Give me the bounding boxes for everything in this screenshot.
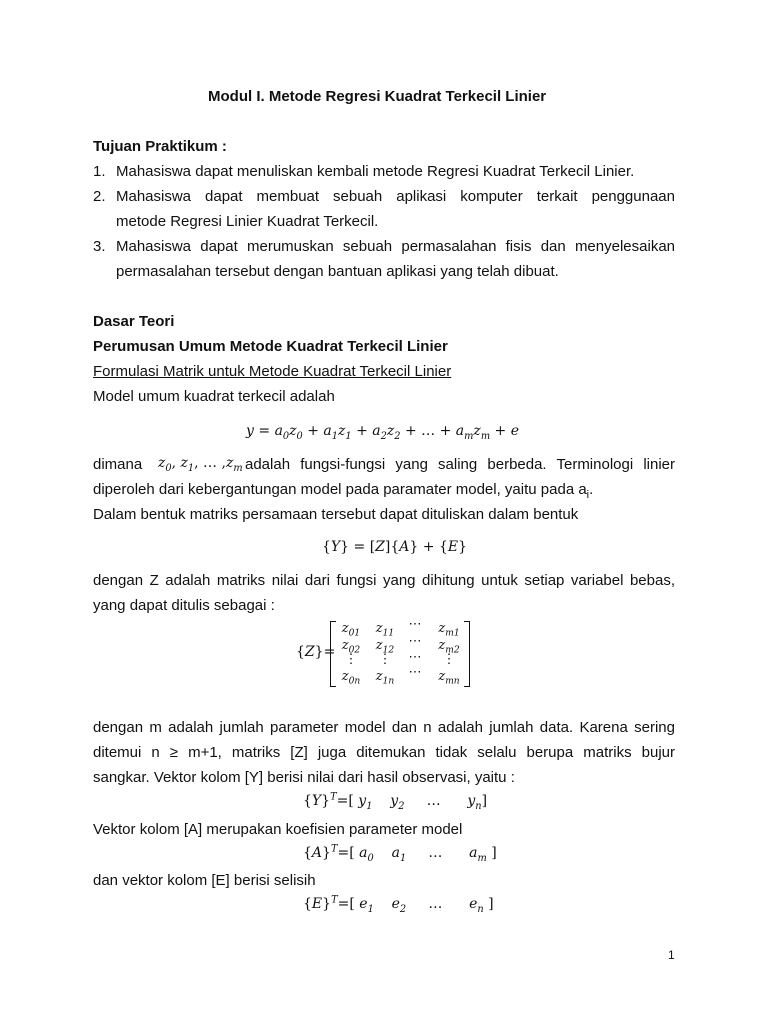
paragraph: ditemui n ≥ m+1, matriks [Z] juga ditemukan tidak selalu berupa matriks bujur	[93, 744, 675, 761]
matrix-cell: $z_{11}$	[375, 621, 395, 639]
theory-subheading: Perumusan Umum Metode Kuadrat Terkecil Linier	[93, 338, 448, 355]
page-number: 1	[668, 948, 675, 962]
matrix-cell: ⋮	[442, 652, 456, 667]
equation-a-vector: $\{A\}^T=$[ $a_0$ $a_1$ … $a_m$ ]	[303, 843, 497, 864]
paragraph: sangkar. Vektor kolom [Y] berisi nilai dari hasil observasi, yaitu :	[93, 769, 515, 786]
paragraph: Dalam bentuk matriks persamaan tersebut dapat dituliskan dalam bentuk	[93, 506, 579, 523]
section-title: Formulasi Matrik untuk Metode Kuadrat Terkecil Linier	[93, 363, 452, 380]
list-item: Mahasiswa dapat menuliskan kembali metode Regresi Kuadrat Terkecil Linier.	[116, 163, 635, 180]
paragraph: dan vektor kolom [E] berisi selisih	[93, 872, 316, 889]
paragraph: Vektor kolom [A] merupakan koefisien parameter model	[93, 821, 463, 838]
matrix-cell: $z_{0n}$	[341, 669, 361, 687]
list-item-number: 1.	[93, 163, 106, 180]
paragraph: dimana	[93, 456, 143, 473]
page-title: Modul I. Metode Regresi Kuadrat Terkecil Linier	[208, 88, 547, 105]
equation-e-vector: $\{E\}^T=$[ $e_1$ $e_2$ … $e_n$ ]	[303, 894, 494, 915]
theory-heading: Dasar Teori	[93, 313, 175, 330]
inline-math-z-functions: $z_0$, $z_1$, … $,z_m$	[158, 455, 243, 474]
paragraph: dengan m adalah jumlah parameter model dan n adalah jumlah data. Karena sering	[93, 719, 675, 736]
list-item: Mahasiswa dapat membuat sebuah aplikasi komputer terkait penggunaan	[116, 188, 675, 205]
paragraph: diperoleh dari kebergantungan model pada paramater model, yaitu pada $a_i$.	[93, 481, 594, 501]
matrix-cell: $z_{02}$	[341, 638, 361, 656]
matrix-cell: $z_{m1}$	[438, 621, 460, 639]
list-item-number: 3.	[93, 238, 106, 255]
paragraph: Model umum kuadrat terkecil adalah	[93, 388, 335, 405]
matrix-cell: ⋯	[408, 617, 422, 632]
matrix-cell: $z_{1n}$	[375, 669, 395, 687]
equation-y-vector: $\{Y\}^T=$[ $y_1$ $y_2$ … $y_n$]	[303, 791, 488, 812]
matrix-label: {Z}=	[296, 644, 336, 660]
equation-general-model: $y = a_0z_0 + a_1z_1 + a_2z_2$ + … + $a_mz_m + e$	[246, 423, 520, 442]
matrix-cell: $z_{12}$	[375, 638, 395, 656]
paragraph: adalah fungsi-fungsi yang saling berbeda. Terminologi linier	[245, 456, 675, 473]
matrix-cell: ⋮	[344, 652, 358, 667]
list-item: Mahasiswa dapat merumuskan sebuah permasalahan fisis dan menyelesaikan	[116, 238, 675, 255]
list-item-continuation: permasalahan tersebut dengan bantuan aplikasi yang telah dibuat.	[116, 263, 559, 280]
matrix-cell: $z_{m2}$	[438, 638, 460, 656]
matrix-cell: $z_{mn}$	[438, 669, 460, 687]
paragraph: yang dapat ditulis sebagai :	[93, 597, 275, 614]
matrix-cell: ⋯	[408, 650, 422, 665]
matrix-cell: ⋯	[408, 634, 422, 649]
list-item-continuation: metode Regresi Linier Kuadrat Terkecil.	[116, 213, 379, 230]
matrix-cell: ⋮	[378, 652, 392, 667]
equation-matrix-form: {Y} = [Z]{A} + {E}	[322, 539, 468, 555]
matrix-cell: $z_{01}$	[341, 621, 361, 639]
list-item-number: 2.	[93, 188, 106, 205]
objectives-heading: Tujuan Praktikum :	[93, 138, 227, 155]
matrix-cell: ⋯	[408, 665, 422, 680]
paragraph: dengan Z adalah matriks nilai dari fungsi yang dihitung untuk setiap variabel bebas,	[93, 572, 675, 589]
